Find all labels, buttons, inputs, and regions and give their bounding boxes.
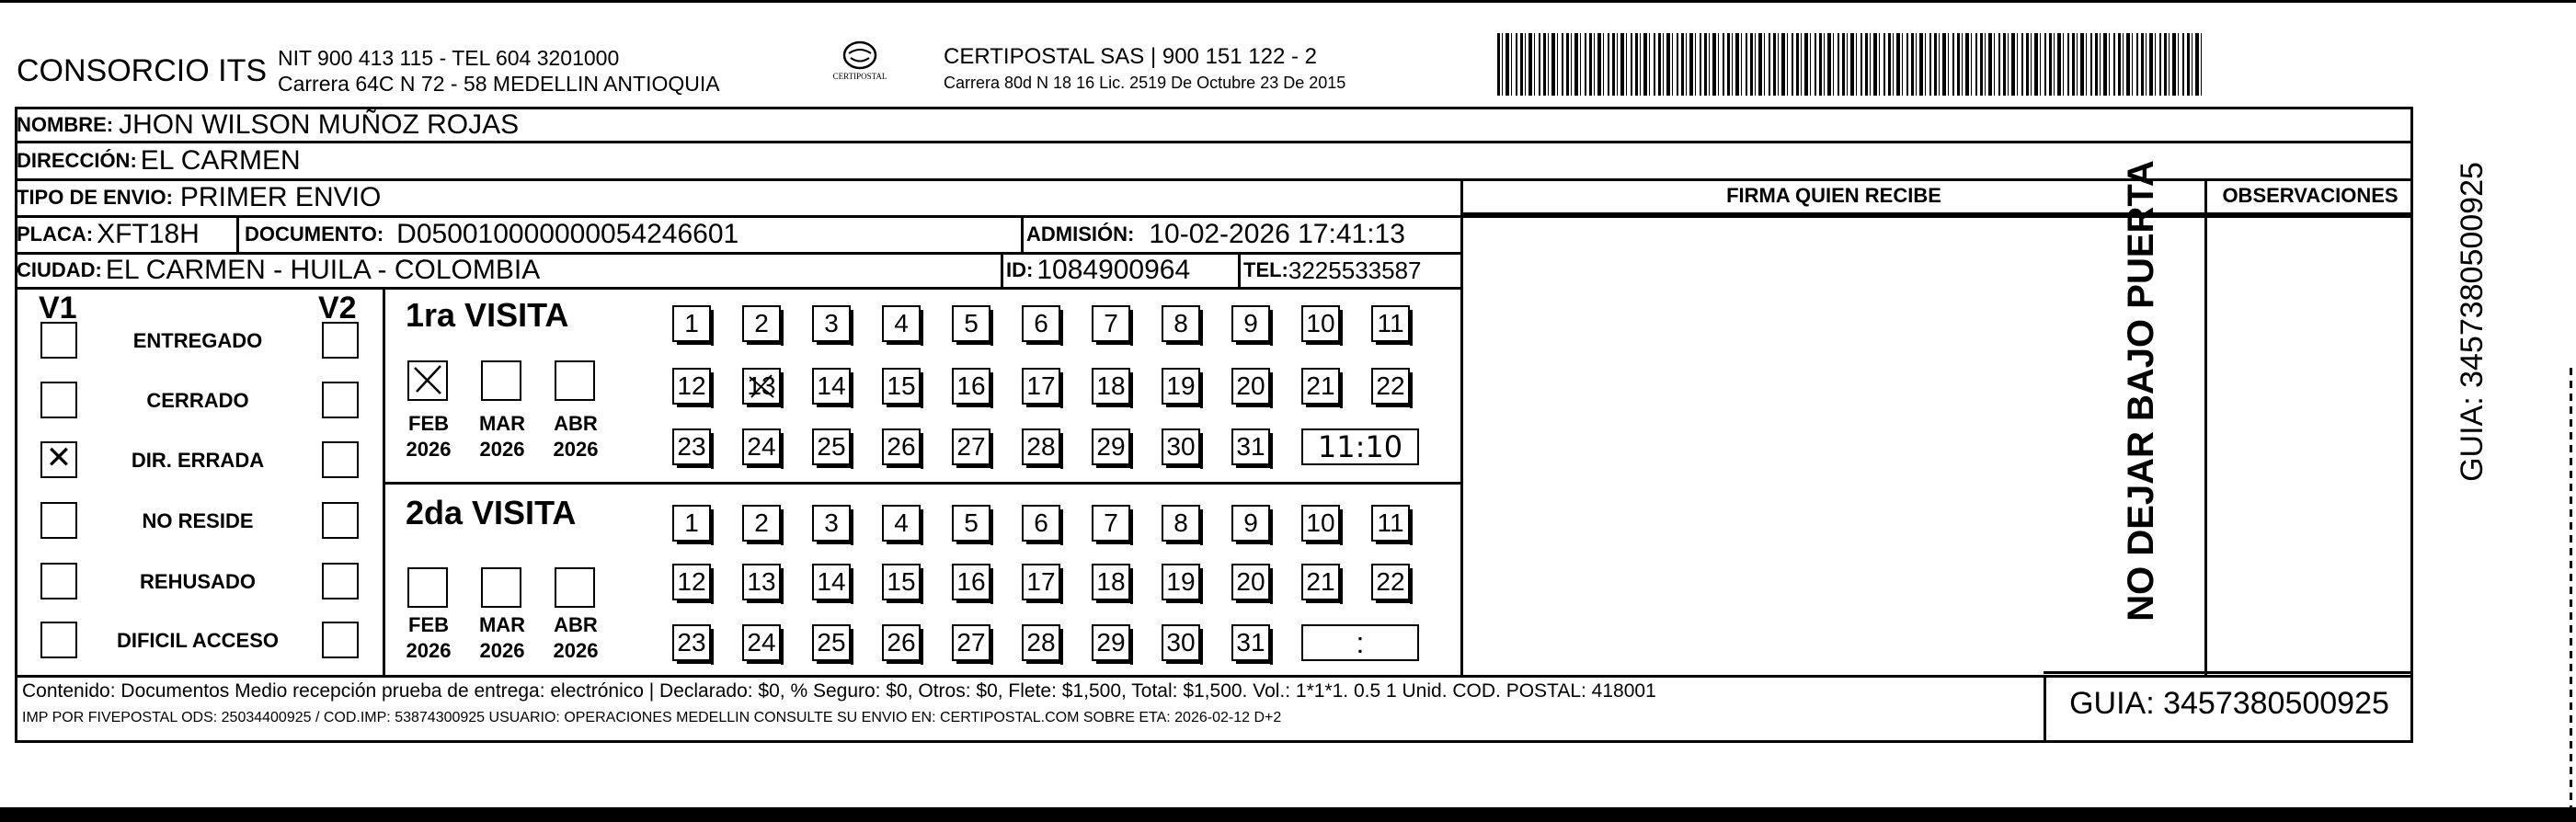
day-number: 25	[817, 628, 846, 656]
year-label: 2026	[406, 438, 452, 461]
month-label: FEB	[408, 613, 449, 636]
v1-checkbox[interactable]	[40, 382, 77, 418]
day-number: 12	[677, 371, 706, 400]
day-box[interactable]	[1092, 505, 1130, 542]
day-box[interactable]	[882, 428, 921, 465]
day-box[interactable]	[672, 624, 711, 661]
day-number: 19	[1166, 371, 1196, 400]
v1-checkbox-mark: ✕	[45, 440, 73, 476]
day-box[interactable]	[1022, 505, 1060, 542]
direccion-value: EL CARMEN	[140, 145, 301, 176]
certipostal-line2: Carrera 80d N 18 16 Lic. 2519 De Octubre 23 De 2015	[944, 74, 1346, 92]
day-box[interactable]	[1371, 305, 1410, 342]
day-box[interactable]	[1371, 505, 1410, 542]
day-box[interactable]	[1162, 505, 1200, 542]
address-line: Carrera 64C N 72 - 58 MEDELLIN ANTIOQUIA	[278, 72, 720, 96]
id-label: ID:	[1006, 258, 1034, 281]
day-number: 31	[1236, 432, 1265, 461]
day-box[interactable]	[742, 368, 781, 405]
day-box[interactable]	[1162, 305, 1200, 342]
day-box[interactable]	[742, 428, 781, 465]
day-box[interactable]	[1301, 368, 1340, 405]
day-number: 27	[956, 432, 986, 461]
v2-checkbox[interactable]	[322, 563, 359, 599]
id-value: 1084900964	[1036, 255, 1191, 285]
nit-line: NIT 900 413 115 - TEL 604 3201000	[278, 46, 620, 70]
day-box[interactable]	[882, 368, 921, 405]
firma-header: FIRMA QUIEN RECIBE	[1726, 184, 1941, 207]
day-number: 5	[964, 309, 979, 337]
placa-value: XFT18H	[97, 219, 200, 249]
day-number: 5	[964, 508, 979, 537]
day-number: 23	[677, 432, 706, 461]
day-number: 1	[684, 508, 699, 537]
footer-imp: IMP POR FIVEPOSTAL ODS: 25034400925 / COD.IMP: 53874300925 USUARIO: OPERACIONES MEDELLIN CONSULTE SU ENVIO EN: CERTIPOSTAL.COM SOBRE ETA: 2026-02-12 D+2	[22, 710, 1282, 725]
v1-checkbox[interactable]	[40, 441, 77, 478]
year-label: 2026	[479, 639, 525, 662]
side-guia: GUIA: 3457380500925	[2455, 162, 2490, 482]
footer-guia: GUIA: 3457380500925	[2069, 686, 2389, 721]
month-label: MAR	[478, 412, 526, 435]
day-cross-mark	[744, 370, 779, 403]
day-number: 11	[1377, 309, 1404, 337]
day-number: 1	[684, 309, 699, 337]
day-box[interactable]	[1022, 564, 1060, 600]
day-number: 2	[754, 508, 769, 537]
day-box[interactable]	[1231, 505, 1270, 542]
day-number: 8	[1174, 309, 1188, 337]
admision-divider	[1021, 215, 1024, 252]
day-box[interactable]	[1022, 368, 1060, 405]
day-number: 30	[1166, 628, 1196, 656]
tel-label: TEL:	[1243, 258, 1288, 281]
day-box[interactable]	[1301, 305, 1340, 342]
status-option-label: CERRADO	[146, 389, 249, 412]
v1-label: V1	[39, 291, 77, 325]
admision-value: 10-02-2026 17:41:13	[1149, 219, 1405, 249]
day-box[interactable]	[1301, 564, 1340, 600]
day-box[interactable]	[1092, 428, 1130, 465]
day-number: 27	[956, 628, 986, 656]
day-number: 6	[1034, 508, 1048, 537]
day-number: 9	[1243, 508, 1258, 537]
nombre-label: NOMBRE:	[17, 113, 114, 136]
day-box[interactable]	[952, 305, 990, 342]
day-number: 16	[956, 371, 986, 400]
status-option-label: REHUSADO	[140, 570, 256, 593]
day-number: 12	[677, 567, 706, 596]
day-box[interactable]	[882, 564, 921, 600]
direccion-label: DIRECCIÓN:	[17, 149, 137, 172]
day-box[interactable]	[1022, 305, 1060, 342]
month-checkbox[interactable]	[481, 360, 521, 401]
visit-1-block	[385, 287, 1460, 482]
day-box[interactable]	[742, 505, 781, 542]
direccion-row	[17, 143, 301, 178]
barcode	[1497, 33, 2205, 96]
admision-row	[1026, 217, 1405, 252]
v1-checkbox[interactable]	[40, 322, 77, 359]
day-box[interactable]	[1231, 368, 1270, 405]
day-number: 28	[1026, 628, 1056, 656]
day-number: 3	[824, 508, 839, 537]
day-box[interactable]	[1231, 564, 1270, 600]
day-number: 18	[1096, 371, 1126, 400]
year-label: 2026	[553, 438, 599, 461]
day-box[interactable]	[1371, 368, 1410, 405]
status-option-label: ENTREGADO	[132, 329, 263, 352]
day-number: 30	[1166, 432, 1196, 461]
year-label: 2026	[553, 639, 599, 662]
day-box[interactable]	[1092, 564, 1130, 600]
day-number: 19	[1166, 567, 1196, 596]
day-number: 18	[1096, 567, 1126, 596]
day-number: 14	[817, 371, 846, 400]
tel-value: 3225533587	[1288, 256, 1422, 284]
day-box[interactable]	[812, 564, 851, 600]
id-divider	[1001, 252, 1003, 289]
day-number: 13	[747, 371, 776, 400]
day-box[interactable]	[672, 305, 711, 342]
visit-title: 2da VISITA	[406, 494, 577, 531]
day-number: 10	[1306, 309, 1335, 337]
status-option-label: DIR. ERRADA	[131, 449, 265, 472]
day-box[interactable]	[812, 505, 851, 542]
day-box[interactable]	[952, 368, 990, 405]
day-box[interactable]	[882, 505, 921, 542]
v2-checkbox[interactable]	[322, 622, 359, 658]
tel-divider	[1238, 252, 1241, 289]
status-option-label: NO RESIDE	[142, 509, 254, 532]
top-edge-line	[0, 0, 2576, 3]
day-number: 31	[1236, 628, 1265, 656]
day-box[interactable]	[812, 428, 851, 465]
day-box[interactable]	[1231, 428, 1270, 465]
day-number: 14	[817, 567, 846, 596]
day-box[interactable]	[672, 368, 711, 405]
time-box[interactable]	[1301, 428, 1419, 465]
day-box[interactable]	[1092, 368, 1130, 405]
day-box[interactable]	[952, 564, 990, 600]
v2-checkbox[interactable]	[322, 322, 359, 359]
placa-row	[17, 217, 200, 252]
tipo-row	[17, 180, 381, 215]
day-number: 21	[1306, 371, 1335, 400]
obs-left-line	[2204, 178, 2207, 677]
firma-left-line	[1460, 178, 1463, 677]
day-number: 4	[894, 508, 909, 537]
day-number: 15	[887, 371, 916, 400]
day-number: 26	[887, 432, 916, 461]
admision-label: ADMISIÓN:	[1026, 223, 1135, 245]
certipostal-logo	[819, 40, 901, 101]
day-number: 16	[956, 567, 986, 596]
month-label: MAR	[478, 613, 526, 636]
certipostal-logo-icon	[841, 40, 878, 70]
day-number: 25	[817, 432, 846, 461]
certipostal-line1: CERTIPOSTAL SAS | 900 151 122 - 2	[944, 44, 1317, 69]
placa-label: PLACA:	[17, 223, 94, 245]
day-number: 7	[1104, 508, 1118, 537]
day-number: 23	[677, 628, 706, 656]
month-label: FEB	[408, 412, 449, 435]
day-box[interactable]	[1371, 564, 1410, 600]
day-number: 11	[1377, 508, 1404, 537]
ciudad-label: CIUDAD:	[17, 258, 102, 281]
v2-checkbox[interactable]	[322, 502, 359, 539]
day-box[interactable]	[672, 428, 711, 465]
day-box[interactable]	[1022, 428, 1060, 465]
day-number: 10	[1306, 508, 1335, 537]
day-box[interactable]	[742, 624, 781, 661]
tel-row	[1243, 254, 1422, 287]
footer-guia-divider	[2044, 675, 2046, 743]
id-row	[1006, 254, 1190, 287]
day-number: 26	[887, 628, 916, 656]
tipo-value: PRIMER ENVIO	[179, 182, 382, 212]
day-box[interactable]	[1162, 564, 1200, 600]
status-option-label: DIFICIL ACCESO	[116, 629, 279, 652]
v1-checkbox[interactable]	[40, 622, 77, 658]
documento-row	[245, 217, 738, 252]
nombre-value: JHON WILSON MUÑOZ ROJAS	[119, 109, 520, 140]
year-label: 2026	[479, 438, 525, 461]
status-section	[15, 287, 383, 677]
bottom-edge-bar	[0, 807, 2576, 822]
month-label: ABR	[554, 412, 598, 435]
day-number: 22	[1376, 567, 1405, 596]
day-number: 6	[1034, 309, 1048, 337]
day-box[interactable]	[1162, 624, 1200, 661]
day-number: 17	[1026, 371, 1056, 400]
day-box[interactable]	[952, 624, 990, 661]
day-box[interactable]	[1092, 624, 1130, 661]
day-number: 21	[1306, 567, 1335, 596]
day-number: 29	[1096, 628, 1126, 656]
day-number: 24	[747, 432, 776, 461]
day-number: 20	[1236, 371, 1265, 400]
day-box[interactable]	[1162, 368, 1200, 405]
day-number: 24	[747, 628, 776, 656]
day-number: 17	[1026, 567, 1056, 596]
month-checkbox-mark	[409, 362, 446, 399]
day-number: 2	[754, 309, 769, 337]
day-box[interactable]	[882, 305, 921, 342]
company-name: CONSORCIO ITS	[17, 53, 268, 88]
time-box[interactable]	[1301, 624, 1419, 661]
day-number: 28	[1026, 432, 1056, 461]
day-box[interactable]	[742, 564, 781, 600]
placa-divider	[236, 215, 239, 252]
time-value: :	[1356, 625, 1365, 659]
ciudad-row	[17, 254, 540, 287]
day-box[interactable]	[1022, 624, 1060, 661]
row-line-6	[1460, 212, 2413, 215]
day-box[interactable]	[812, 305, 851, 342]
footer-contenido: Contenido: Documentos Medio recepción prueba de entrega: electrónico | Declarado: $0, % Seguro: $0, Otros: $0, Flete: $1,500, Total: $1,500. Vol.: 1*1*1. 0.5 1 Unid. COD. POSTAL: 418001	[22, 680, 1656, 702]
observaciones-header: OBSERVACIONES	[2222, 184, 2399, 207]
v1-checkbox[interactable]	[40, 563, 77, 599]
day-box[interactable]	[952, 428, 990, 465]
day-box[interactable]	[1231, 624, 1270, 661]
day-number: 29	[1096, 432, 1126, 461]
day-number: 8	[1174, 508, 1188, 537]
month-checkbox[interactable]	[407, 567, 448, 608]
day-box[interactable]	[882, 624, 921, 661]
day-box[interactable]	[1301, 505, 1340, 542]
right-edge-dash	[2570, 368, 2572, 809]
documento-label: DOCUMENTO:	[245, 223, 384, 245]
day-number: 15	[887, 567, 916, 596]
documento-value: D050010000000054246601	[396, 219, 739, 249]
footer-guia-top	[2044, 671, 2413, 674]
day-box[interactable]	[672, 564, 711, 600]
side-warning: NO DEJAR BAJO PUERTA	[2121, 160, 2161, 622]
day-number: 3	[824, 309, 839, 337]
v2-checkbox[interactable]	[322, 382, 359, 418]
month-checkbox[interactable]	[555, 360, 595, 401]
day-number: 7	[1104, 309, 1118, 337]
visit-title: 1ra VISITA	[406, 296, 569, 334]
tipo-label: TIPO DE ENVIO:	[17, 186, 173, 209]
year-label: 2026	[406, 639, 452, 662]
visit-2-block	[385, 485, 1460, 675]
day-number: 9	[1243, 309, 1258, 337]
day-number: 4	[894, 309, 909, 337]
day-number: 13	[747, 567, 776, 596]
ciudad-value: EL CARMEN - HUILA - COLOMBIA	[105, 255, 541, 285]
day-box[interactable]	[1231, 305, 1270, 342]
month-label: ABR	[554, 613, 598, 636]
v2-label: V2	[318, 291, 357, 325]
day-number: 20	[1236, 567, 1265, 596]
v2-checkbox[interactable]	[322, 441, 359, 478]
day-box[interactable]	[672, 505, 711, 542]
day-box[interactable]	[742, 305, 781, 342]
month-checkbox[interactable]	[481, 567, 521, 608]
day-box[interactable]	[1092, 305, 1130, 342]
v1-checkbox[interactable]	[40, 502, 77, 539]
day-box[interactable]	[812, 368, 851, 405]
day-number: 22	[1376, 371, 1405, 400]
day-box[interactable]	[812, 624, 851, 661]
day-box[interactable]	[1162, 428, 1200, 465]
certipostal-logo-text: CERTIPOSTAL	[832, 72, 887, 81]
time-value: 11:10	[1317, 429, 1403, 464]
nombre-row	[17, 108, 519, 142]
month-checkbox[interactable]	[555, 567, 595, 608]
day-box[interactable]	[952, 505, 990, 542]
month-checkbox[interactable]	[407, 360, 448, 401]
